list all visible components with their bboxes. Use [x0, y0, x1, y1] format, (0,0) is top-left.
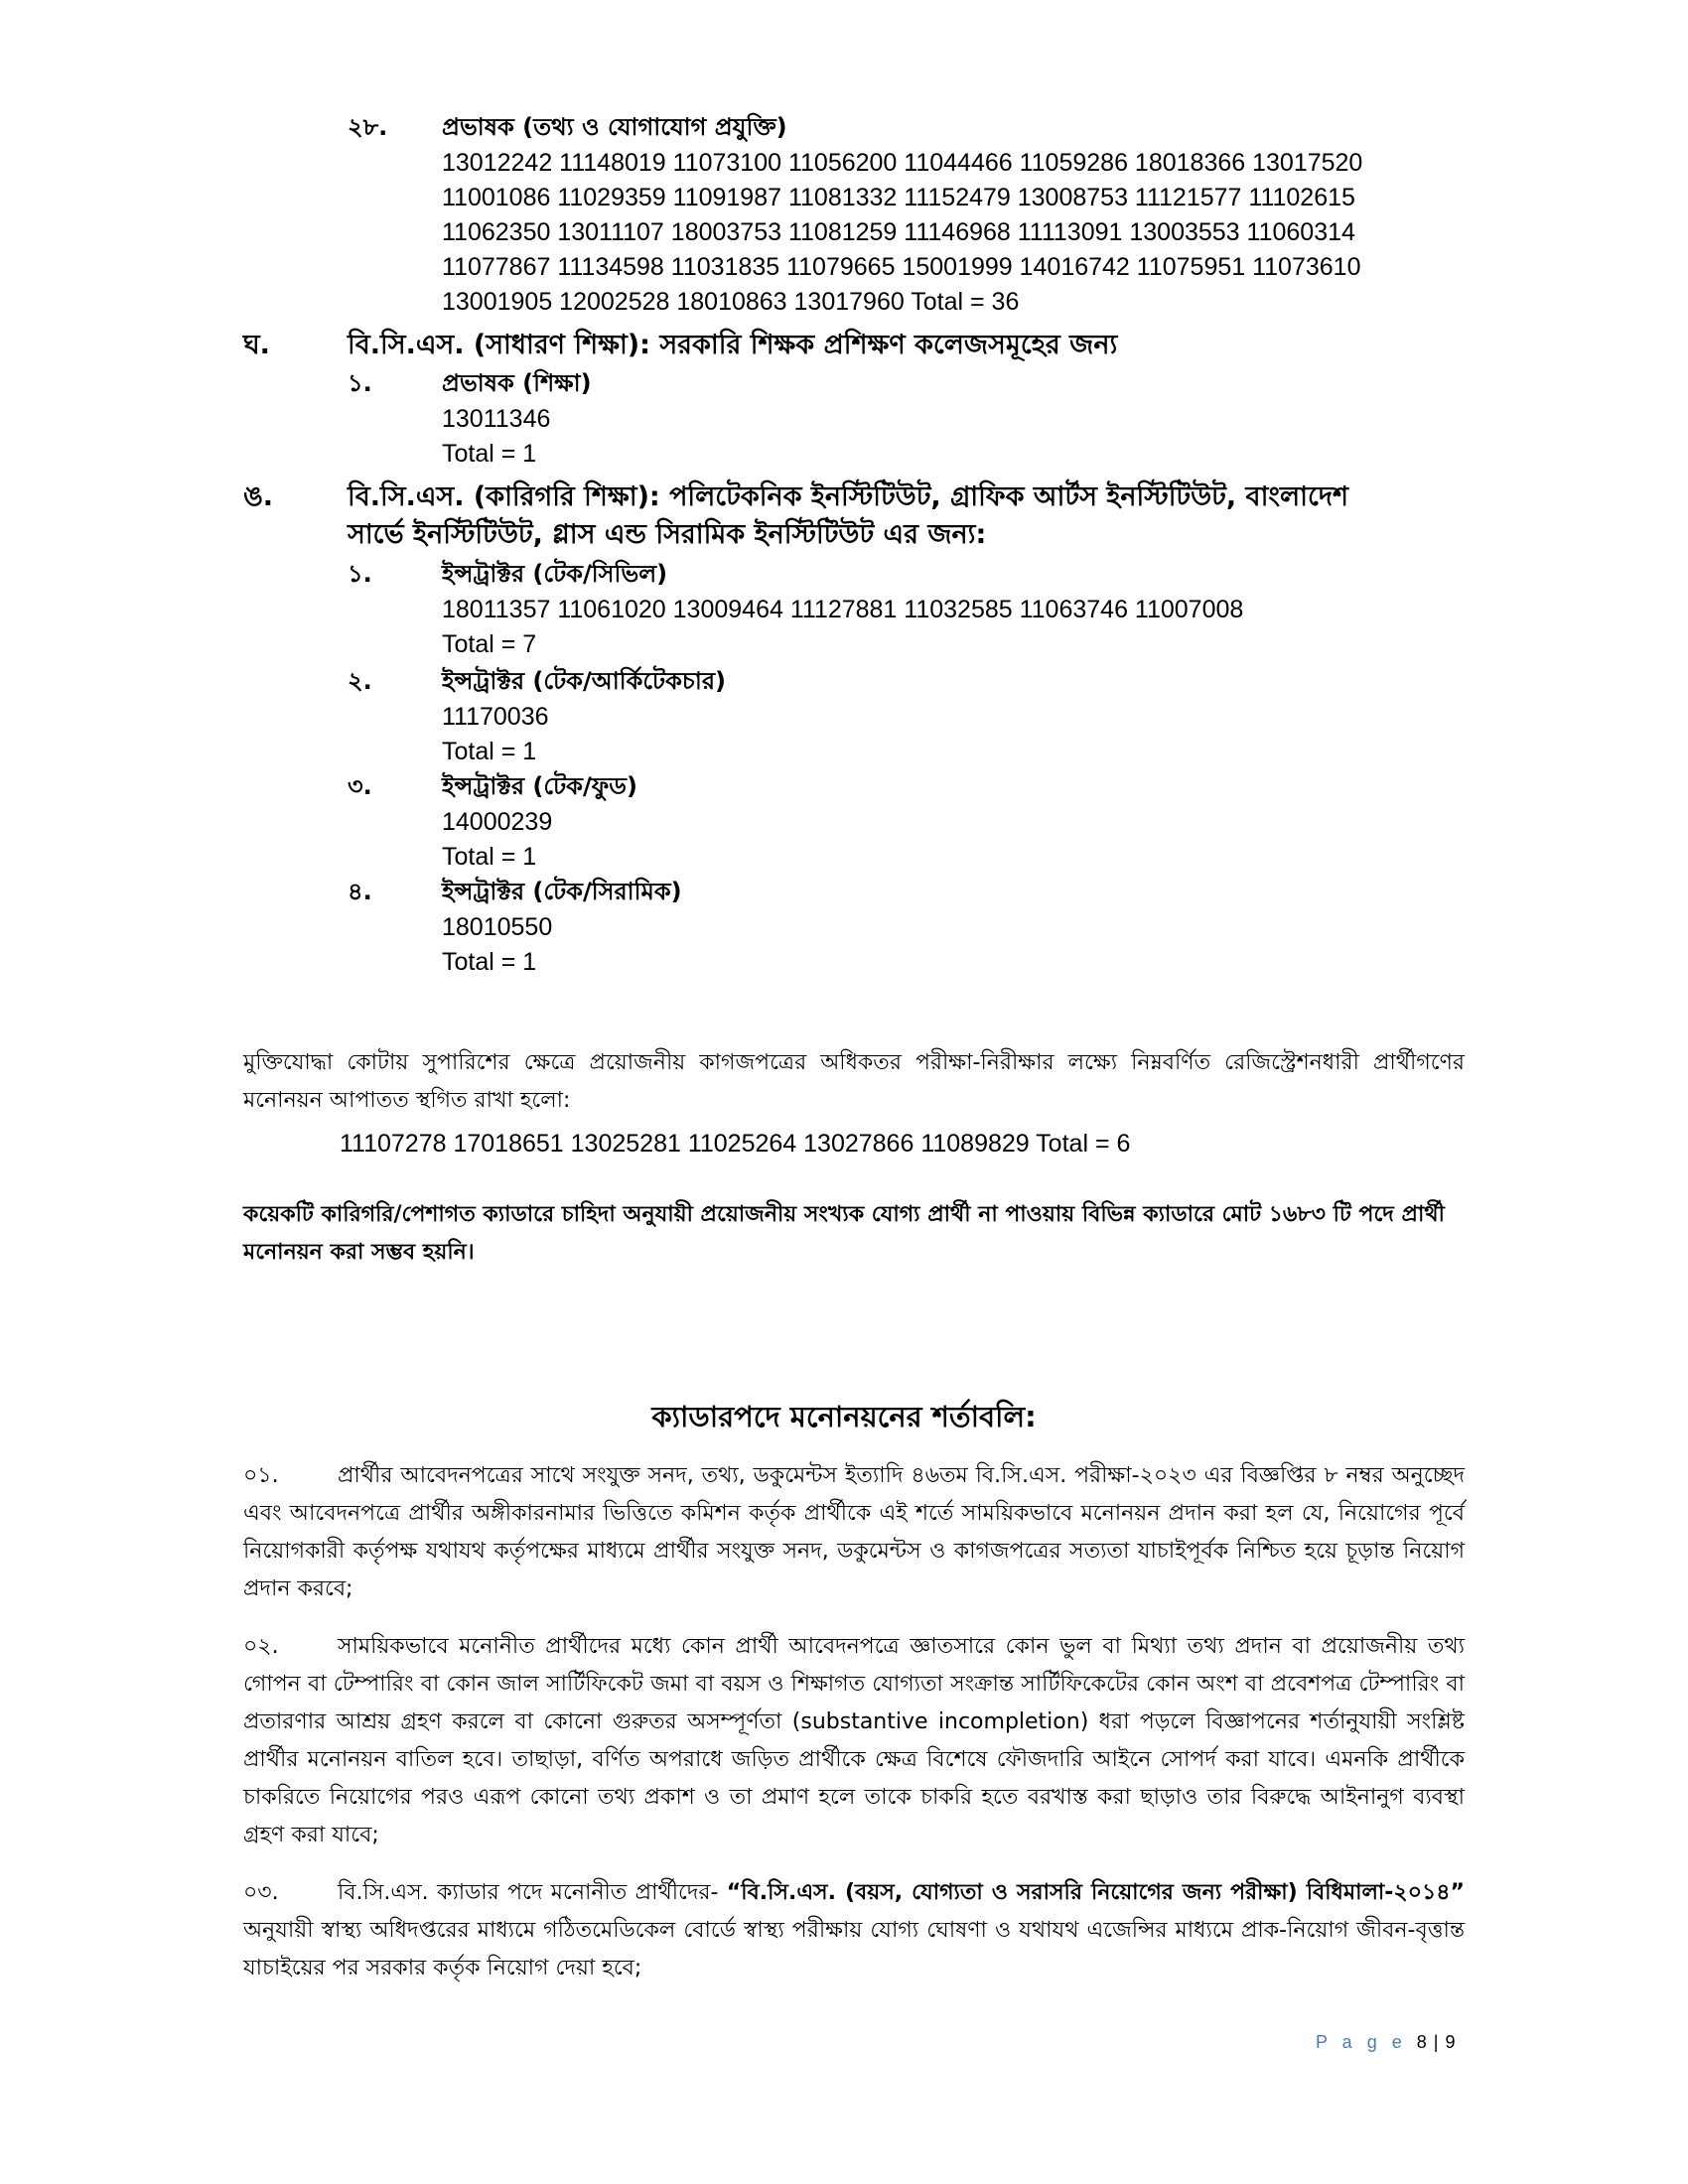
rules-reference: “বি.সি.এস. (বয়স, যোগ্যতা ও সরাসরি নিয়োগের জন্য পরীক্ষা) বিধিমালা-২০১৪” — [726, 1880, 1466, 1905]
registration-id-line: 13011346 — [442, 405, 551, 433]
section-title: বি.সি.এস. (সাধারণ শিক্ষা): সরকারি শিক্ষক প্রশিক্ষণ কলেজসমূহের জন্য — [348, 330, 1118, 360]
conditions-heading: ক্যাডারপদে মনোনয়নের শর্তাবলি: — [651, 1400, 1037, 1433]
registration-id-line: 13012242 11148019 11073100 11056200 11044466 11059286 18018366 13017520 — [442, 149, 1363, 177]
registration-id-line: 11062350 13011107 18003753 11081259 11146968 11113091 13003553 11060314 — [442, 218, 1355, 246]
item-number: ১. — [348, 560, 372, 588]
registration-id-line: 11001086 11029359 11091987 11081332 11152479 13008753 11121577 11102615 — [442, 184, 1355, 211]
condition-text: অনুযায়ী স্বাস্থ্য অধিদপ্তরের মাধ্যমে গঠিতমেডিকেল বোর্ডে স্বাস্থ্য পরীক্ষায় যোগ্য ঘোষণা ও যথাযথ এজেন্সির মাধ্যমে প্রাক-নিয়োগ জীবন-বৃত্তান্ত যাচাইয়ের পর সরকার কর্তৃক নিয়োগ দেয়া হবে; — [243, 1918, 1465, 1980]
item-number: ২. — [348, 667, 372, 695]
registration-id-line: 11077867 11134598 11031835 11079665 15001999 14016742 11075951 11073610 — [442, 253, 1361, 281]
registration-id-line: 11170036 — [442, 703, 549, 731]
item-title: ইন্সট্রাক্টর (টেক/সিরামিক) — [442, 878, 682, 905]
section-letter: ঙ. — [243, 481, 274, 512]
suspended-registration-ids: 11107278 17018651 13025281 11025264 13027866 11089829 Total = 6 — [340, 1130, 1131, 1158]
page-current: 8 — [1416, 2032, 1428, 2052]
condition-number: ০২. — [243, 1634, 279, 1659]
item-title: প্রভাষক (তথ্য ও যোগাযোগ প্রযুক্তি) — [442, 113, 787, 141]
total-count: Total = 1 — [442, 738, 537, 765]
total-count: Total = 1 — [442, 843, 537, 871]
section-title: বি.সি.এস. (কারিগরি শিক্ষা): পলিটেকনিক ইনস্টিটিউট, গ্রাফিক আর্টস ইনস্টিটিউট, বাংলাদেশ — [348, 481, 1348, 512]
page-label: P a g e — [1316, 2032, 1407, 2052]
condition-text: প্রার্থীর আবেদনপত্রের সাথে সংযুক্ত সনদ, তথ্য, ডকুমেন্টস ইত্যাদি ৪৬তম বি.সি.এস. পরীক্ষা-২০২৩ এর বিজ্ঞপ্তির ৮ নম্বর অনুচ্ছেদ এবং আবেদনপত্রে প্রার্থীর অঙ্গীকারনামার ভিত্তিতে কমিশন কর্তৃক প্রার্থীকে এই শর্তে সাময়িকভাবে মনোনয়ন প্রদান করা হল যে, নিয়োগের পূর্বে নিয়োগকারী কর্তৃপক্ষ যথাযথ কর্তৃপক্ষের মাধ্যমে প্রার্থীর সংযুক্ত সনদ, ডকুমেন্টস ও কাগজপত্রের সত্যতা যাচাইপূর্বক নিশ্চিত হয়ে চূড়ান্ত নিয়োগ প্রদান করবে; — [243, 1463, 1465, 1601]
total-count: Total = 1 — [442, 440, 537, 468]
condition-item — [243, 1874, 1465, 1987]
item-number: ২৮. — [348, 113, 388, 141]
registration-id-line: 18010550 — [442, 913, 553, 941]
vacancy-note: কয়েকটি কারিগরি/পেশাগত ক্যাডারে চাহিদা অনুযায়ী প্রয়োজনীয় সংখ্যক যোগ্য প্রার্থী না পাওয়ায় বিভিন্ন ক্যাডারে মোট ১৬৮৩ টি পদে প্রার্থী মনোনয়ন করা সম্ভব হয়নি। — [243, 1202, 1445, 1265]
section-letter: ঘ. — [243, 330, 270, 360]
registration-id-line: 13001905 12002528 18010863 13017960 Total = 36 — [442, 288, 1020, 316]
registration-id-line: 18011357 11061020 13009464 11127881 11032585 11063746 11007008 — [442, 596, 1244, 623]
item-title: প্রভাষক (শিক্ষা) — [442, 369, 592, 397]
page-separator: | — [1427, 2032, 1446, 2052]
item-number: ১. — [348, 369, 372, 397]
condition-item — [243, 1457, 1465, 1608]
item-title: ইন্সট্রাক্টর (টেক/আর্কিটেকচার) — [442, 667, 726, 695]
condition-text: সাময়িকভাবে মনোনীত প্রার্থীদের মধ্যে কোন প্রার্থী আবেদনপত্রে জ্ঞাতসারে কোন ভুল বা মিথ্যা তথ্য প্রদান বা প্রয়োজনীয় তথ্য গোপন বা টেম্পারিং বা কোন জাল সার্টিফিকেট জমা বা বয়স ও শিক্ষাগত যোগ্যতা সংক্রান্ত সার্টিফিকেটের কোন অংশ বা প্রবেশপত্র টেম্পারিং বা প্রতারণার আশ্রয় গ্রহণ করলে বা কোনো গুরুতর অসম্পূর্ণতা (substantive incompletion) ধরা পড়লে বিজ্ঞাপনের শর্তানুযায়ী সংশ্লিষ্ট প্রার্থীর মনোনয়ন বাতিল হবে। তাছাড়া, বর্ণিত অপরাধে জড়িত প্রার্থীকে ক্ষেত্র বিশেষে ফৌজদারি আইনে সোপর্দ করা যাবে। এমনকি প্রার্থীকে চাকরিতে নিয়োগের পরও এরূপ কোনো তথ্য প্রকাশ ও তা প্রমাণ হলে তাকে চাকরি হতে বরখাস্ত করা ছাড়াও তার বিরুদ্ধে আইনানুগ ব্যবস্থা গ্রহণ করা যাবে; — [243, 1634, 1465, 1847]
condition-text: বি.সি.এস. ক্যাডার পদে মনোনীত প্রার্থীদের- — [338, 1880, 727, 1905]
page-total: 9 — [1445, 2032, 1457, 2052]
item-number: ৩. — [348, 772, 372, 800]
section-title-continued: সার্ভে ইনস্টিটিউট, গ্লাস এন্ড সিরামিক ইনস্টিটিউট এর জন্য: — [348, 519, 987, 550]
total-count: Total = 1 — [442, 948, 537, 976]
item-title: ইন্সট্রাক্টর (টেক/সিভিল) — [442, 560, 668, 588]
condition-number: ০১. — [243, 1463, 279, 1488]
page-footer — [1316, 2032, 1456, 2053]
condition-item — [243, 1628, 1465, 1854]
total-count: Total = 7 — [442, 630, 537, 658]
condition-number: ০৩. — [243, 1880, 279, 1905]
item-title: ইন্সট্রাক্টর (টেক/ফুড) — [442, 772, 637, 800]
quota-suspension-note: মুক্তিযোদ্ধা কোটায় সুপারিশের ক্ষেত্রে প্রয়োজনীয় কাগজপত্রের অধিকতর পরীক্ষা-নিরীক্ষার লক্ষ্যে নিম্নবর্ণিত রেজিস্ট্রেশনধারী প্রার্থীগণের মনোনয়ন আপাতত স্থগিত রাখা হলো: — [243, 1050, 1465, 1113]
item-number: ৪. — [348, 878, 372, 905]
registration-id-line: 14000239 — [442, 808, 553, 836]
